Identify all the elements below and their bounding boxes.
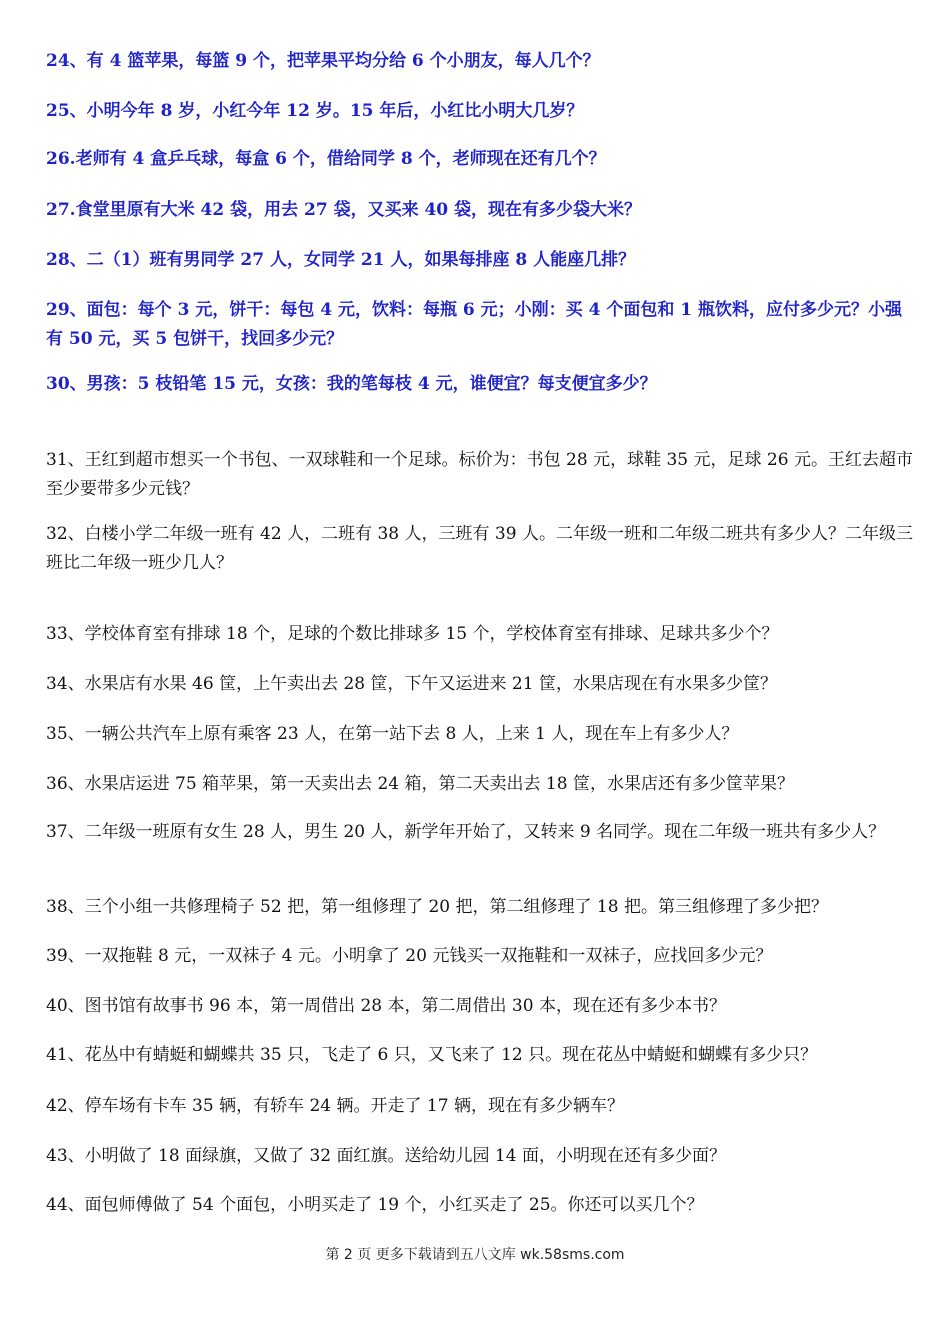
- question-44: 44、面包师傅做了 54 个面包，小明买走了 19 个，小红买走了 25。你还可以买几个？: [46, 1195, 704, 1215]
- question-40: 40、图书馆有故事书 96 本，第一周借出 28 本，第二周借出 30 本，现在还有多少本书？: [46, 996, 726, 1016]
- page-footer: 第 2 页 更多下载请到五八文库 wk.58sms.com: [325, 1247, 625, 1263]
- question-30: 30、男孩：5 枝铅笔 15 元，女孩：我的笔每枝 4 元，谁便宜？每支便宜多少？: [46, 374, 657, 394]
- question-31: 31、王红到超市想买一个书包、一双球鞋和一个足球。标价为：书包 28 元，球鞋 35 元，足球 26 元。王红去超市至少要带多少元钱？: [46, 450, 913, 499]
- question-26: 26.老师有 4 盒乒乓球，每盒 6 个，借给同学 8 个，老师现在还有几个？: [46, 149, 606, 169]
- question-37: 37、二年级一班原有女生 28 人，男生 20 人，新学年开始了，又转来 9 名同学。现在二年级一班共有多少人？: [46, 822, 886, 842]
- question-24: 24、有 4 篮苹果，每篮 9 个，把苹果平均分给 6 个小朋友，每人几个？: [46, 51, 600, 71]
- question-39: 39、一双拖鞋 8 元，一双袜子 4 元。小明拿了 20 元钱买一双拖鞋和一双袜子，应找回多少元？: [46, 946, 773, 966]
- question-27: 27.食堂里原有大米 42 袋，用去 27 袋，又买来 40 袋，现在有多少袋大米？: [46, 200, 642, 220]
- question-38: 38、三个小组一共修理椅子 52 把，第一组修理了 20 把，第二组修理了 18 把。第三组修理了多少把？: [46, 897, 828, 917]
- question-29: 29、面包：每个 3 元，饼干：每包 4 元，饮料：每瓶 6 元；小刚：买 4 个面包和 1 瓶饮料，应付多少元？小强有 50 元，买 5 包饼干，找回多少元？: [46, 300, 902, 349]
- question-43: 43、小明做了 18 面绿旗，又做了 32 面红旗。送给幼儿园 14 面，小明现在还有多少面？: [46, 1146, 726, 1166]
- question-33: 33、学校体育室有排球 18 个，足球的个数比排球多 15 个，学校体育室有排球、足球共多少个？: [46, 624, 779, 644]
- question-28: 28、二（1）班有男同学 27 人，女同学 21 人，如果每排座 8 人能座几排？: [46, 250, 636, 270]
- question-34: 34、水果店有水果 46 筐，上午卖出去 28 筐，下午又运进来 21 筐，水果店现在有水果多少筐？: [46, 674, 777, 694]
- question-42: 42、停车场有卡车 35 辆，有轿车 24 辆。开走了 17 辆，现在有多少辆车？: [46, 1096, 624, 1116]
- question-25: 25、小明今年 8 岁，小红今年 12 岁。15 年后，小红比小明大几岁？: [46, 101, 584, 121]
- question-35: 35、一辆公共汽车上原有乘客 23 人，在第一站下去 8 人，上来 1 人，现在车上有多少人？: [46, 724, 739, 744]
- question-41: 41、花丛中有蜻蜓和蝴蝶共 35 只，飞走了 6 只，又飞来了 12 只。现在花丛中蜻蜓和蝴蝶有多少只？: [46, 1045, 818, 1065]
- question-32: 32、白楼小学二年级一班有 42 人，二班有 38 人，三班有 39 人。二年级一班和二年级二班共有多少人？二年级三班比二年级一班少几人？: [46, 524, 913, 573]
- question-36: 36、水果店运进 75 箱苹果，第一天卖出去 24 箱，第二天卖出去 18 筐，水果店还有多少筐苹果？: [46, 774, 794, 794]
